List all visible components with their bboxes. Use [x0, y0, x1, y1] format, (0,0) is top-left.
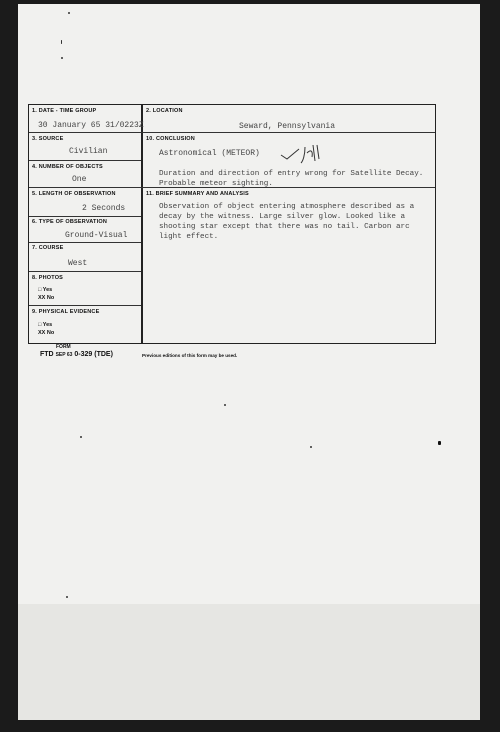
- course-value: West: [68, 259, 88, 268]
- location-value: Seward, Pennsylvania: [239, 122, 336, 131]
- number-of-objects-value: One: [72, 175, 87, 184]
- form-number: 0-329 (TDE): [74, 351, 113, 358]
- form-identifier: [40, 351, 113, 358]
- paper-speck: [66, 596, 68, 598]
- paper-speck: [310, 446, 312, 448]
- location-label: 2. LOCATION: [146, 108, 183, 114]
- conclusion-note-line-1: Duration and direction of entry wrong for Satellite Decay.: [159, 170, 424, 178]
- physical-evidence-label: 9. PHYSICAL EVIDENCE: [32, 309, 100, 315]
- date-time-group-label: 1. DATE - TIME GROUP: [32, 108, 97, 114]
- type-of-observation-label: 6. TYPE OF OBSERVATION: [32, 219, 107, 225]
- number-of-objects-label: 4. NUMBER OF OBJECTS: [32, 164, 103, 170]
- column-divider: [141, 105, 143, 343]
- paper-speck: [80, 436, 82, 438]
- photos-no-checkbox: XX No: [38, 295, 55, 301]
- form-notice: Previous editions of this form may be used.: [142, 353, 238, 358]
- paper-speck: [438, 441, 441, 445]
- conclusion-label: 10. CONCLUSION: [146, 136, 195, 142]
- lower-page-band: [18, 604, 480, 720]
- form-id-prefix: FTD: [40, 351, 54, 358]
- conclusion-value: Astronomical (METEOR): [159, 149, 260, 158]
- row-divider: [29, 271, 141, 272]
- paper-speck: [68, 12, 70, 14]
- course-label: 7. COURSE: [32, 245, 64, 251]
- document-page: [18, 4, 480, 720]
- row-divider: [29, 216, 141, 217]
- photos-label: 8. PHOTOS: [32, 275, 64, 281]
- length-of-observation-label: 5. LENGTH OF OBSERVATION: [32, 191, 116, 197]
- handwritten-initials-signature: [279, 141, 329, 165]
- brief-summary-line: shooting star except that there was no tail. Carbon arc: [159, 223, 410, 231]
- brief-summary-line: decay by the witness. Large silver glow. Looked like a: [159, 213, 406, 221]
- project-card-form: [28, 104, 436, 344]
- brief-summary-line: light effect.: [159, 233, 219, 241]
- form-label: FORM: [56, 344, 71, 350]
- type-of-observation-value: Ground-Visual: [65, 231, 128, 240]
- paper-speck: [61, 57, 63, 59]
- brief-summary-line: Observation of object entering atmosphere described as a: [159, 203, 415, 211]
- source-label: 3. SOURCE: [32, 136, 64, 142]
- physical-evidence-yes-checkbox: □ Yes: [38, 322, 53, 328]
- form-date: SEP 63: [55, 352, 73, 358]
- source-value: Civilian: [69, 147, 108, 156]
- row-divider: [29, 242, 141, 243]
- brief-summary-label: 11. BRIEF SUMMARY AND ANALYSIS: [146, 191, 249, 197]
- paper-speck: [61, 40, 62, 44]
- date-time-group-value: 30 January 65 31/0223Z: [38, 121, 144, 130]
- paper-speck: [224, 404, 226, 406]
- length-of-observation-value: 2 Seconds: [82, 204, 126, 213]
- physical-evidence-no-checkbox: XX No: [38, 330, 55, 336]
- row-divider: [29, 132, 435, 133]
- photos-yes-checkbox: □ Yes: [38, 287, 53, 293]
- row-divider: [29, 305, 141, 306]
- row-divider: [29, 160, 141, 161]
- conclusion-note-line-2: Probable meteor sighting.: [159, 180, 273, 188]
